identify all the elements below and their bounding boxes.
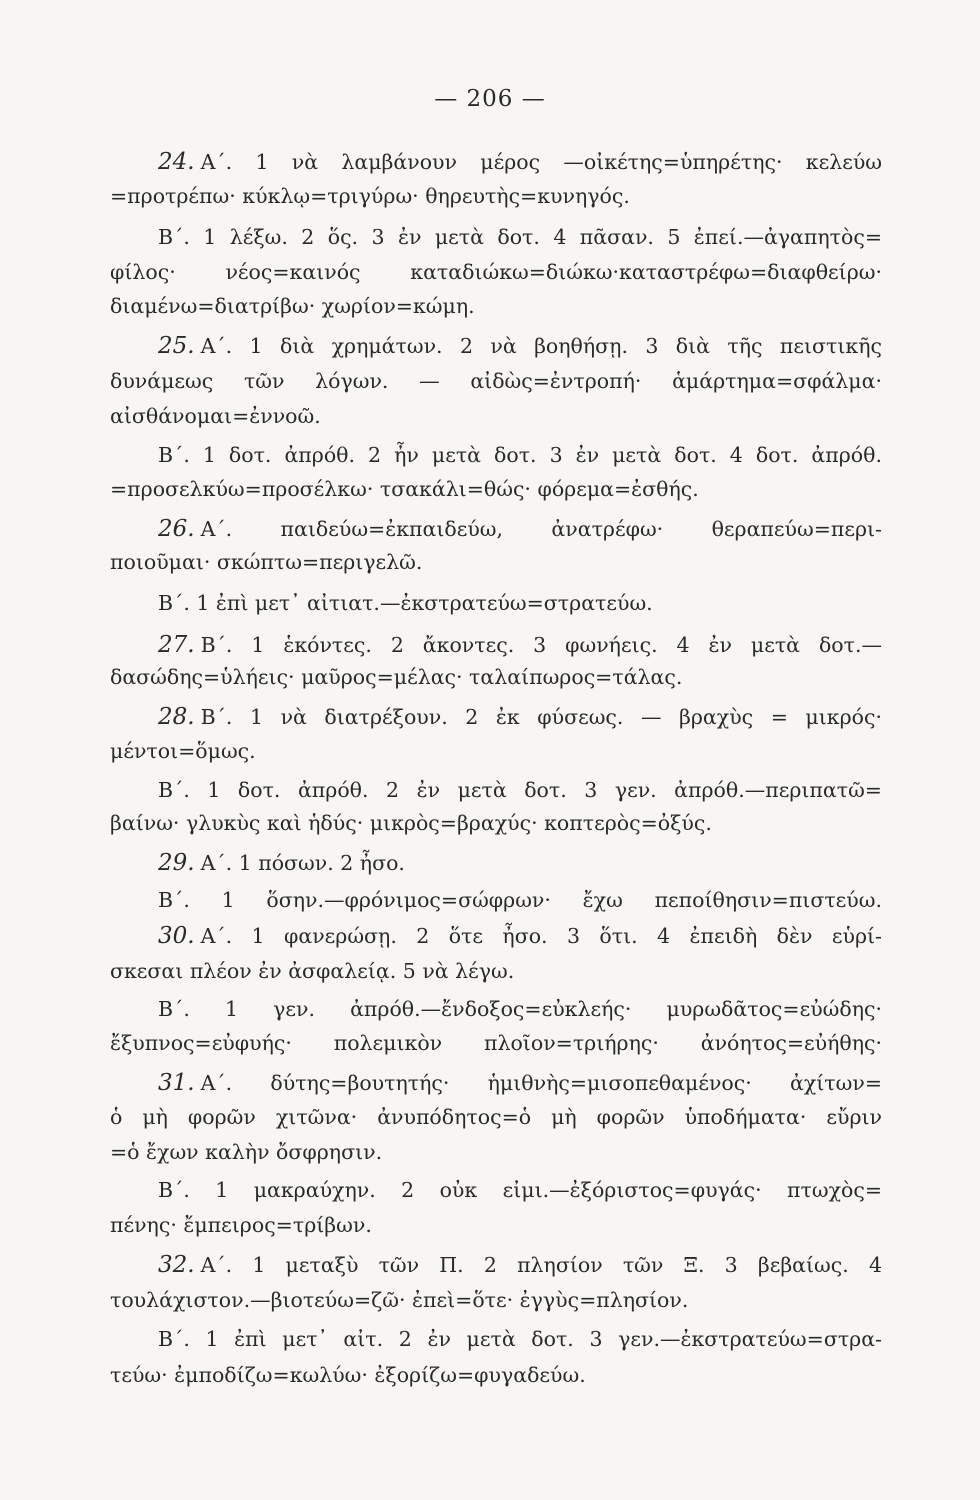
text-line [110,736,882,766]
text-line [158,1250,882,1280]
text-line [110,366,882,396]
text-line [158,702,882,732]
text-line [110,401,882,431]
line-text: αἰσθάνομαι=ἐννοῶ. [110,404,321,428]
text-line [158,440,882,470]
text-line [158,885,882,915]
line-text: Β΄. 1 λέξω. 2 ὅς. 3 ἐν μετὰ δοτ. 4 πᾶσαν. 5 ἐπεί.—ἀγαπητὸς= [158,225,882,249]
text-line [110,956,882,986]
text-line [110,1028,882,1058]
line-text: Α΄. 1 πόσων. 2 ἦσο. [200,851,405,875]
text-line [110,1137,882,1167]
line-text: =προτρέπω· κύκλῳ=τριγύρω· θηρευτὴς=κυνηγός. [110,184,630,208]
text-line [110,181,882,211]
text-line [110,808,882,838]
line-text: Β΄. 1 δοτ. ἀπρόθ. 2 ἦν μετὰ δοτ. 3 ἐν μετὰ δοτ. 4 δοτ. ἀπρόθ. [158,443,882,467]
text-line [158,1068,882,1098]
text-line [158,921,882,951]
line-text: διαμένω=διατρίβω· χωρίον=κώμη. [110,294,475,318]
line-text: Β΄. 1 ἐπὶ μετ᾽ αἰτ. 2 ἐν μετὰ δοτ. 3 γεν.—ἐκστρατεύω=στρα- [158,1327,882,1351]
text-line [158,1175,882,1205]
line-text: δυνάμεως τῶν λόγων. — αἰδὼς=ἐντροπή· ἁμάρτημα=σφάλμα· [110,369,882,393]
text-line [110,474,882,504]
line-text: βαίνω· γλυκὺς καὶ ἡδύς· μικρὸς=βραχύς· κοπτερὸς=ὀξύς. [110,811,712,835]
text-line [158,147,882,177]
text-line [158,848,882,878]
text-line [158,994,882,1024]
line-text: φίλος· νέος=καινός καταδιώκω=διώκω·καταστρέφω=διαφθείρω· [110,260,882,284]
text-line [110,547,882,577]
line-text: =ὁ ἔχων καλὴν ὄσφρησιν. [110,1140,383,1164]
line-text: πένης· ἔμπειρος=τρίβων. [110,1213,372,1237]
entry-number: 31. [158,1070,195,1096]
text-line [110,291,882,321]
text-line [110,1360,882,1390]
text-line [158,331,882,361]
line-text: Α΄. δύτης=βουτητής· ἡμιθνὴς=μισοπεθαμένος· ἀχίτων= [200,1071,882,1095]
line-text: Β΄. 1 ὅσην.—φρόνιμος=σώφρων· ἔχω πεποίθησιν=πιστεύω. [158,888,882,912]
line-text: Β΄. 1 ἐπὶ μετ᾽ αἰτιατ.—ἐκστρατεύω=στρατεύω. [158,591,653,615]
line-text: Β΄. 1 μακραύχην. 2 οὐκ εἰμι.—ἐξόριστος=φυγάς· πτωχὸς= [158,1178,882,1202]
text-line [158,775,882,805]
text-line [158,514,882,544]
line-text: Β΄. 1 γεν. ἀπρόθ.—ἔνδοξος=εὐκλεής· μυρωδᾶτος=εὐώδης· [158,997,882,1021]
line-text: ποιοῦμαι· σκώπτω=περιγελῶ. [110,550,423,574]
entry-number: 24. [158,149,195,175]
line-text: Α΄. 1 διὰ χρημάτων. 2 νὰ βοηθήσῃ. 3 διὰ τῆς πειστικῆς [200,334,882,358]
text-line [158,588,882,618]
entry-number: 28. [158,704,195,730]
line-text: σκεσαι πλέον ἐν ἀσφαλείᾳ. 5 νὰ λέγω. [110,959,515,983]
line-text: δασώδης=ὑλήεις· μαῦρος=μέλας· ταλαίπωρος=τάλας. [110,665,683,689]
text-line [110,1285,882,1315]
text-line [158,630,882,660]
line-text: Β΄. 1 δοτ. ἀπρόθ. 2 ἐν μετὰ δοτ. 3 γεν. ἀπρόθ.—περιπατῶ= [158,778,882,802]
line-text: τεύω· ἐμποδίζω=κωλύω· ἐξορίζω=φυγαδεύω. [110,1363,586,1387]
entry-number: 26. [158,516,195,542]
text-line [110,1210,882,1240]
line-text: ὁ μὴ φορῶν χιτῶνα· ἀνυπόδητος=ὁ μὴ φορῶν ὑποδήματα· εὔριν [110,1105,882,1129]
line-text: Β΄. 1 νὰ διατρέξουν. 2 ἐκ φύσεως. — βραχὺς = μικρός· [200,705,882,729]
entry-number: 27. [158,632,195,658]
line-text: ἔξυπνος=εὐφυής· πολεμικὸν πλοῖον=τριήρης· ἀνόητος=εὐήθης· [110,1031,882,1055]
line-text: τουλάχιστον.—βιοτεύω=ζῶ· ἐπεὶ=ὅτε· ἐγγὺς=πλησίον. [110,1288,689,1312]
line-text: μέντοι=ὅμως. [110,739,256,763]
page-number: — 206 — [434,86,546,112]
text-line [110,662,882,692]
text-line [158,222,882,252]
line-text: Α΄. 1 φανερώσῃ. 2 ὅτε ἦσο. 3 ὅτι. 4 ἐπειδὴ δὲν εὑρί- [200,924,882,948]
text-line [158,1324,882,1354]
entry-number: 29. [158,850,195,876]
line-text: =προσελκύω=προσέλκω· τσακάλι=θώς· φόρεμα=ἐσθής. [110,477,699,501]
entry-number: 32. [158,1252,195,1278]
line-text: Α΄. 1 νὰ λαμβάνουν μέρος —οἰκέτης=ὑπηρέτης· κελεύω [200,150,882,174]
entry-number: 30. [158,923,195,949]
line-text: Α΄. 1 μεταξὺ τῶν Π. 2 πλησίον τῶν Ξ. 3 βεβαίως. 4 [200,1253,882,1277]
line-text: Β΄. 1 ἑκόντες. 2 ἄκοντες. 3 φωνήεις. 4 ἐν μετὰ δοτ.— [200,633,882,657]
entry-number: 25. [158,333,195,359]
text-line [110,257,882,287]
line-text: Α΄. παιδεύω=ἐκπαιδεύω, ἀνατρέφω· θεραπεύω=περι- [200,517,882,541]
text-line [110,1102,882,1132]
